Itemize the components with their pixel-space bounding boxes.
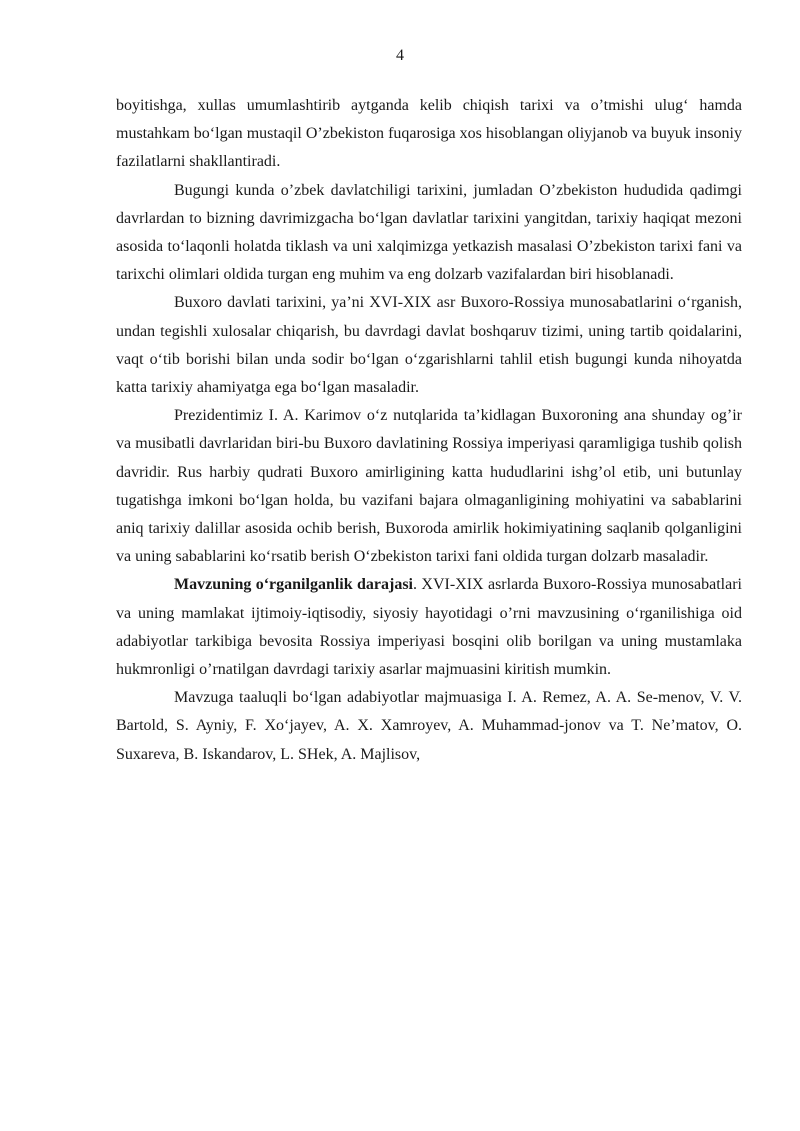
paragraph-study-level-text: . XVI-XIX asrlarda Buxoro-Rossiya munosabatlari va uning mamlakat ijtimoiy-iqtisodiy, siyosiy hayotidagi o’rni mavzusining o‘rganilishiga oid adabiyotlar tarkibiga bevosita Rossiya imperiyasi bosqini olib borilgan va uning mustamlaka hukmronligi o’rnatilgan davrdagi tarixiy asarlar majmuasini kiritish mumkin. [116,576,743,679]
paragraph-state-history-task: Bugungi kunda o’zbek davlatchiligi tarixini, jumladan O’zbekiston hududida qadimgi davrlardan to bizning davrimizgacha bo‘lgan davlatlar tarixini yangitdan, tarixiy haqiqat mezoni asosida to‘laqonli holatda tiklash va uni xalqimizga yetkazish masalasi O’zbekiston tarixi fani va tarixchi olimlari oldida turgan eng muhim va eng dolzarb vazifalardan biri hisoblanadi. [116,181,742,284]
paragraph-president-quote: Prezidentimiz I. A. Karimov o‘z nutqlarida ta’kidlagan Buxoroning ana shunday og’ir va musibatli davrlaridan biri-bu Buxoro davlatining Rossiya imperiyasi qaramligiga tushib qolish davridir. Rus harbiy qudrati Buxoro amirligining katta hududlarini ishg’ol etib, uni butunlay tugatishga imkoni bo‘lgan holda, bu vazifani bajara olmaganligining mohiyatini va sabablarini aniq tarixiy dalillar asosida ochib berish, Buxoroda amirlik hokimiyatining saqlanib qolganligini va uning sabablarini ko‘rsatib berish O‘zbekiston tarixi fani oldida turgan dolzarb masaladir. [116,407,742,566]
paragraph-bukhara-russia-relations: Buxoro davlati tarixini, ya’ni XVI-XIX asr Buxoro-Rossiya munosabatlarini o‘rganish, undan tegishli xulosalar chiqarish, bu davrdagi davlat boshqaruv tizimi, uning tartib qoidalarini, vaqt o‘tib borishi bilan unda sodir bo‘lgan o‘zgarishlarni tahlil etish bugungi kunda nihoyatda katta tarixiy ahamiyatga ega bo‘lgan masaladir. [116,294,742,397]
paragraph-continuation: boyitishga, xullas umumlashtirib aytganda kelib chiqish tarixi va o’tmishi ulug‘ hamda mustahkam bo‘lgan mustaqil O’zbekiston fuqarosiga xos hisoblangan oliyjanob va buyuk insoniy fazilatlarni shakllantiradi. [116,97,742,171]
paragraph-study-level [116,571,742,684]
section-heading-inline: Mavzuning o‘rganilganlik darajasi [174,576,414,594]
document-body [116,92,742,769]
page-number: 4 [396,47,404,64]
paragraph-literature-list: Mavzuga taaluqli bo‘lgan adabiyotlar majmuasiga I. A. Remez, A. A. Se-menov, V. V. Bartold, S. Ayniy, F. Xo‘jayev, A. X. Xamroyev, A. Muhammad-jonov va T. Ne’matov, O. Suxareva, B. Iskandarov, L. SHek, A. Majlisov, [116,689,742,763]
